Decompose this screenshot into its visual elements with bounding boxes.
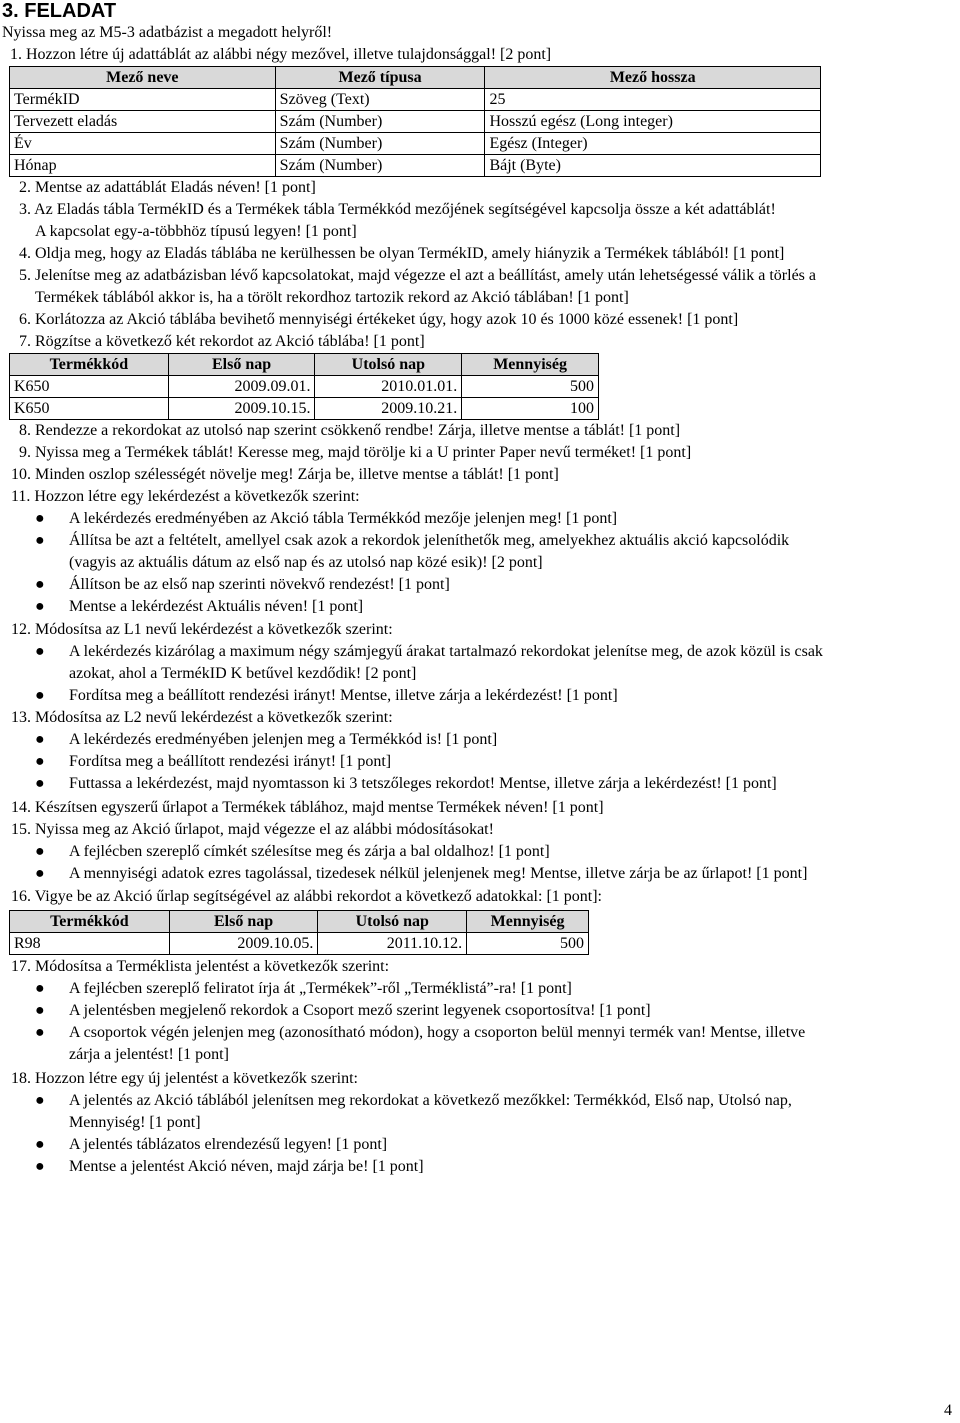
list-item: Mentse a lekérdezést Aktuális néven! [1 pont] <box>69 598 364 615</box>
table-cell: Szöveg (Text) <box>275 89 485 111</box>
task-1: 1. Hozzon létre új adattáblát az alábbi négy mezővel, illetve tulajdonsággal! [2 pont] <box>10 46 552 63</box>
column-header: Mező hossza <box>485 67 821 89</box>
table-cell: R98 <box>10 933 170 955</box>
table-cell: 500 <box>462 376 599 398</box>
table-cell: 2011.10.12. <box>318 933 467 955</box>
list-item-cont: zárja a jelentést! [1 pont] <box>69 1046 229 1063</box>
table-row <box>10 376 599 398</box>
table-cell: Szám (Number) <box>275 133 485 155</box>
column-header: Első nap <box>169 911 318 933</box>
column-header: Mennyiség <box>462 354 599 376</box>
list-item: Futtassa a lekérdezést, majd nyomtasson ki 3 tetszőleges rekordot! Mentse, illetve zárja a lekérdezést! [1 pont] <box>69 775 777 792</box>
list-item: Állítsa be azt a feltételt, amellyel csak azok a rekordok jeleníthetők meg, amelyekhez aktuális akció kapcsolódik <box>69 532 790 549</box>
table-row <box>10 155 821 177</box>
list-item-cont: Mennyiség! [1 pont] <box>69 1114 201 1131</box>
task-17: 17. Módosítsa a Terméklista jelentést a következők szerint: <box>11 958 390 975</box>
task-10: 10. Minden oszlop szélességét növelje meg! Zárja be, illetve mentse a táblát! [1 pont] <box>11 466 559 483</box>
bullet-icon: ● <box>35 532 45 549</box>
table-cell: Bájt (Byte) <box>485 155 821 177</box>
task-5: 5. Jelenítse meg az adatbázisban lévő kapcsolatokat, majd végezze el azt a beállítást, amely után lehetségessé válik a törlés a <box>19 267 816 284</box>
bullet-icon: ● <box>35 753 45 770</box>
task-7: 7. Rögzítse a következő két rekordot az Akció táblába! [1 pont] <box>19 333 425 350</box>
column-header: Utolsó nap <box>315 354 462 376</box>
table-cell: 2010.01.01. <box>315 376 462 398</box>
column-header: Termékkód <box>10 911 170 933</box>
list-item: Fordítsa meg a beállított rendezési irányt! Mentse, illetve zárja a lekérdezést! [1 pont] <box>69 687 618 704</box>
task-14: 14. Készítsen egyszerű űrlapot a Termékek táblához, majd mentse Termékek néven! [1 pont] <box>11 799 604 816</box>
table-cell: 2009.09.01. <box>168 376 315 398</box>
bullet-icon: ● <box>35 980 45 997</box>
list-item: A csoportok végén jelenjen meg (azonosítható módon), hogy a csoporton belül mennyi termék van! Mentse, illetve <box>69 1024 806 1041</box>
list-item: A jelentés az Akció táblából jelenítsen meg rekordokat a következő mezőkkel: Termékkód, Első nap, Utolsó nap, <box>69 1092 792 1109</box>
table-row <box>10 398 599 420</box>
bullet-icon: ● <box>35 775 45 792</box>
table-header-row <box>10 354 599 376</box>
list-item: A fejlécben szereplő feliratot írja át „Termékek”-ről „Terméklistá”-ra! [1 pont] <box>69 980 572 997</box>
table-row <box>10 933 589 955</box>
list-item: Állítson be az első nap szerinti növekvő rendezést! [1 pont] <box>69 576 450 593</box>
table-header-row <box>10 67 821 89</box>
list-item: A lekérdezés eredményében az Akció tábla Termékkód mezője jelenjen meg! [1 pont] <box>69 510 618 527</box>
table-cell: Hónap <box>10 155 276 177</box>
list-item-cont: (vagyis az aktuális dátum az első nap és az utolsó nap közé esik)! [2 pont] <box>69 554 543 571</box>
table-cell: 25 <box>485 89 821 111</box>
bullet-icon: ● <box>35 1092 45 1109</box>
bullet-icon: ● <box>35 1136 45 1153</box>
table-cell: Egész (Integer) <box>485 133 821 155</box>
task-5-cont: Termékek táblából akkor is, ha a törölt rekordhoz tartozik rekord az Akció táblában! [1 pont] <box>35 289 629 306</box>
field-table <box>9 66 821 177</box>
column-header: Mennyiség <box>467 911 589 933</box>
task-8: 8. Rendezze a rekordokat az utolsó nap szerint csökkenő rendbe! Zárja, illetve mentse a táblát! [1 pont] <box>19 422 681 439</box>
task-15: 15. Nyissa meg az Akció űrlapot, majd végezze el az alábbi módosításokat! <box>11 821 494 838</box>
task-3-cont: A kapcsolat egy-a-többhöz típusú legyen! [1 pont] <box>35 223 357 240</box>
list-item-cont: azokat, ahol a TermékID K betűvel kezdődik! [2 pont] <box>69 665 417 682</box>
list-item: Mentse a jelentést Akció néven, majd zárja be! [1 pont] <box>69 1158 424 1175</box>
table-cell: Év <box>10 133 276 155</box>
task-12: 12. Módosítsa az L1 nevű lekérdezést a következők szerint: <box>11 621 393 638</box>
list-item: A fejlécben szereplő címkét szélesítse meg és zárja a bal oldalhoz! [1 pont] <box>69 843 550 860</box>
task-4: 4. Oldja meg, hogy az Eladás táblába ne kerülhessen be olyan TermékID, amely hiányzik a Termékek táblából! [1 pont] <box>19 245 785 262</box>
task-13: 13. Módosítsa az L2 nevű lekérdezést a következők szerint: <box>11 709 393 726</box>
table-cell: Tervezett eladás <box>10 111 276 133</box>
table-cell: K650 <box>10 376 169 398</box>
table-cell: Szám (Number) <box>275 155 485 177</box>
table-header-row <box>10 911 589 933</box>
bullet-icon: ● <box>35 687 45 704</box>
table-cell: Szám (Number) <box>275 111 485 133</box>
table-cell: K650 <box>10 398 169 420</box>
bullet-icon: ● <box>35 643 45 660</box>
table-cell: 2009.10.05. <box>169 933 318 955</box>
bullet-icon: ● <box>35 1024 45 1041</box>
task-16: 16. Vigye be az Akció űrlap segítségével az alábbi rekordot a következő adatokkal: [1 pont]: <box>11 888 602 905</box>
list-item: A lekérdezés eredményében jelenjen meg a Termékkód is! [1 pont] <box>69 731 498 748</box>
bullet-icon: ● <box>35 510 45 527</box>
list-item: A jelentés táblázatos elrendezésű legyen! [1 pont] <box>69 1136 388 1153</box>
column-header: Mező típusa <box>275 67 485 89</box>
task-9: 9. Nyissa meg a Termékek táblát! Keresse meg, majd törölje ki a U printer Paper nevű terméket! [1 pont] <box>19 444 692 461</box>
list-item: A mennyiségi adatok ezres tagolással, tizedesek nélkül jelenjenek meg! Mentse, illetve zárja be az űrlapot! [1 pont] <box>69 865 808 882</box>
table-cell: TermékID <box>10 89 276 111</box>
bullet-icon: ● <box>35 731 45 748</box>
akcio-table <box>9 353 599 420</box>
table-cell: 2009.10.21. <box>315 398 462 420</box>
table-cell: 100 <box>462 398 599 420</box>
list-item: A lekérdezés kizárólag a maximum négy számjegyű árakat tartalmazó rekordokat jelenítse meg, de azok közül is csak <box>69 643 823 660</box>
table-cell: 2009.10.15. <box>168 398 315 420</box>
akcio-record-table <box>9 910 589 955</box>
column-header: Utolsó nap <box>318 911 467 933</box>
page-title: 3. FELADAT <box>2 0 117 22</box>
intro-text: Nyissa meg az M5-3 adatbázist a megadott helyről! <box>2 24 333 41</box>
task-18: 18. Hozzon létre egy új jelentést a következők szerint: <box>11 1070 358 1087</box>
task-2: 2. Mentse az adattáblát Eladás néven! [1 pont] <box>19 179 316 196</box>
column-header: Termékkód <box>10 354 169 376</box>
table-row <box>10 111 821 133</box>
bullet-icon: ● <box>35 1002 45 1019</box>
bullet-icon: ● <box>35 843 45 860</box>
table-cell: Hosszú egész (Long integer) <box>485 111 821 133</box>
bullet-icon: ● <box>35 1158 45 1175</box>
table-cell: 500 <box>467 933 589 955</box>
column-header: Első nap <box>168 354 315 376</box>
bullet-icon: ● <box>35 598 45 615</box>
task-11: 11. Hozzon létre egy lekérdezést a következők szerint: <box>11 488 360 505</box>
table-row <box>10 89 821 111</box>
list-item: A jelentésben megjelenő rekordok a Csoport mező szerint legyenek csoportosítva! [1 pont] <box>69 1002 651 1019</box>
list-item: Fordítsa meg a beállított rendezési irányt! [1 pont] <box>69 753 392 770</box>
table-row <box>10 133 821 155</box>
bullet-icon: ● <box>35 576 45 593</box>
page-number: 4 <box>944 1402 952 1419</box>
bullet-icon: ● <box>35 865 45 882</box>
task-3: 3. Az Eladás tábla TermékID és a Termékek tábla Termékkód mezőjének segítségével kapcsolja össze a két adattáblát! <box>19 201 776 218</box>
column-header: Mező neve <box>10 67 276 89</box>
task-6: 6. Korlátozza az Akció táblába bevihető mennyiségi értékeket úgy, hogy azok 10 és 1000 közé essenek! [1 pont] <box>19 311 739 328</box>
